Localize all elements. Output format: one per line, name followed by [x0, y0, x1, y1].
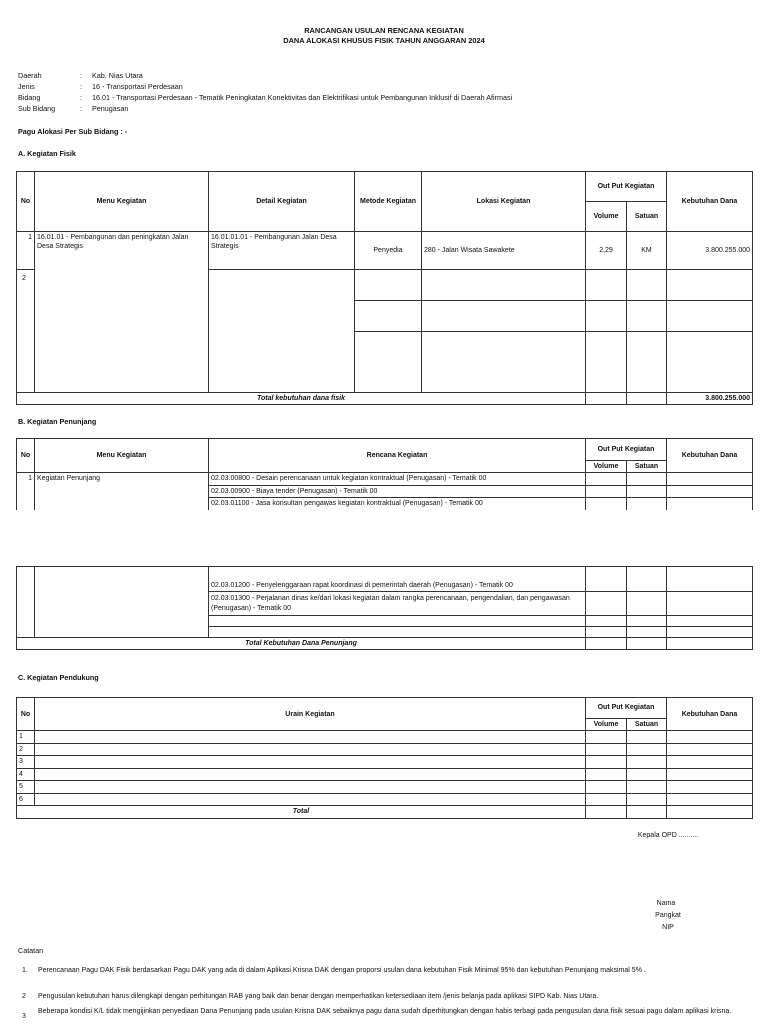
urain-cell [35, 756, 586, 768]
pagu-label: Pagu Alokasi Per Sub Bidang : - [18, 127, 128, 136]
dana-cell [667, 768, 753, 780]
dana-cell [667, 806, 753, 818]
meta-sep: : [80, 71, 82, 80]
col-menu: Menu Kegiatan [35, 172, 209, 232]
rencana-cell: 02.03.00800 - Desain perencanaan untuk kegiatan kontraktual (Penugasan) - Tematik 00 [209, 473, 586, 485]
volume-cell [586, 627, 627, 638]
note-number: 3 [22, 1013, 26, 1020]
signature-nama: Nama [656, 900, 676, 907]
section-a-label: A. Kegiatan Fisik [18, 149, 76, 158]
lokasi-cell [422, 270, 586, 301]
col-satuan: Satuan [627, 719, 667, 731]
col-urain: Urain Kegiatan [35, 698, 586, 731]
col-volume: Volume [586, 719, 627, 731]
rencana-cell: 02.03.01200 - Penyelenggaraan rapat koordinasi di pemerintah daerah (Penugasan) - Tematik 00 [209, 567, 586, 592]
row-no: 5 [17, 781, 35, 793]
meta-key: Daerah [18, 71, 42, 80]
note-item [22, 966, 752, 976]
satuan-cell [627, 627, 667, 638]
lokasi-cell [422, 332, 586, 393]
dana-cell [667, 627, 753, 638]
volume-cell [586, 781, 627, 793]
note-number: 2 [22, 993, 26, 1000]
row-no: 1 [17, 232, 35, 270]
col-lokasi: Lokasi Kegiatan [422, 172, 586, 232]
signature-pangkat: Pangkat [655, 912, 681, 919]
dana-cell [667, 731, 753, 743]
section-b-label: B. Kegiatan Penunjang [18, 417, 97, 426]
volume-cell [586, 485, 627, 497]
rencana-cell: 02.03.01100 - Jasa konsultan pengawas kegiatan kontraktual (Penugasan) - Tematik 00 [209, 498, 586, 510]
menu-cell [35, 567, 209, 638]
meta-sub-bidang [18, 104, 128, 113]
col-no: No [17, 439, 35, 473]
table-row [17, 756, 753, 768]
meta-bidang [18, 93, 512, 102]
dana-cell [667, 793, 753, 805]
col-no: No [17, 172, 35, 232]
meta-value: Penugasan [92, 104, 129, 113]
dana-cell [667, 616, 753, 627]
meta-value: 16 - Transportasi Perdesaan [92, 82, 183, 91]
volume-cell [586, 393, 627, 405]
meta-daerah [18, 71, 143, 80]
col-metode: Metode Kegiatan [355, 172, 422, 232]
satuan-cell [627, 768, 667, 780]
total-label: Total [17, 806, 586, 818]
row-no: 3 [17, 756, 35, 768]
dana-cell [667, 270, 753, 301]
col-detail: Detail Kegiatan [209, 172, 355, 232]
satuan-cell [627, 485, 667, 497]
menu-cell: 16.01.01 - Pembangunan dan peningkatan Jalan Desa Strategis [35, 232, 209, 393]
satuan-cell [627, 806, 667, 818]
dana-cell [667, 498, 753, 510]
col-dana: Kebutuhan Dana [667, 172, 753, 232]
col-volume: Volume [586, 202, 627, 232]
volume-cell: 2,29 [586, 232, 627, 270]
row-no: 1 [17, 731, 35, 743]
lokasi-cell [422, 301, 586, 332]
satuan-cell [627, 793, 667, 805]
volume-cell [586, 616, 627, 627]
satuan-cell [627, 393, 667, 405]
dana-cell [667, 301, 753, 332]
total-row [17, 393, 753, 405]
dana-cell [667, 638, 753, 650]
note-text: Beberapa kondisi K/L tidak mengijinkan penyediaan Dana Penunjang pada usulan Krisna DAK sebaiknya pagu dana sudah diperhitungkan dengan habis terbagi pada pengusulan dana fisik sesuai pagu dalam aplikasi krisna. [38, 1008, 732, 1015]
total-row [17, 806, 753, 818]
row-no: 4 [17, 768, 35, 780]
section-c-label: C. Kegiatan Pendukung [18, 673, 99, 682]
satuan-cell: KM [627, 232, 667, 270]
table-row [17, 232, 753, 270]
volume-cell [586, 793, 627, 805]
metode-cell: Penyedia [355, 232, 422, 270]
table-kegiatan-penunjang [16, 438, 753, 510]
total-value: 3.800.255.000 [667, 393, 753, 405]
metode-cell [355, 270, 422, 301]
table-row [17, 473, 753, 485]
volume-cell [586, 567, 627, 592]
row-no: 1 [17, 473, 35, 510]
col-output: Out Put Kegiatan [586, 439, 667, 461]
meta-sep: : [80, 104, 82, 113]
dana-cell [667, 332, 753, 393]
meta-jenis [18, 82, 183, 91]
rencana-cell [209, 627, 586, 638]
rencana-cell: 02.03.01300 - Perjalanan dinas ke/dari lokasi kegiatan dalam rangka perencanaan, pengendalian, dan pengawasan (Penugasan) - Tematik 00 [209, 592, 586, 616]
volume-cell [586, 473, 627, 485]
col-output: Out Put Kegiatan [586, 172, 667, 202]
metode-cell [355, 301, 422, 332]
lokasi-cell: 280 - Jalan Wisata Sawakete [422, 232, 586, 270]
volume-cell [586, 270, 627, 301]
satuan-cell [627, 731, 667, 743]
volume-cell [586, 592, 627, 616]
note-number: 1. [22, 967, 28, 974]
dana-cell: 3.800.255.000 [667, 232, 753, 270]
dana-cell [667, 743, 753, 755]
satuan-cell [627, 301, 667, 332]
row-no: 6 [17, 793, 35, 805]
meta-value: 16.01 - Transportasi Perdesaan - Tematik Peningkatan Konektivitas dan Elektrifikasi untuk Pembangunan Inklusif di Daerah Afirmasi [92, 93, 513, 102]
rencana-cell: 02.03.00900 - Biaya tender (Penugasan) - Tematik 00 [209, 485, 586, 497]
signature-nip: NIP [662, 924, 674, 931]
table-row [17, 781, 753, 793]
satuan-cell [627, 473, 667, 485]
dana-cell [667, 756, 753, 768]
col-menu: Menu Kegiatan [35, 439, 209, 473]
table-row [17, 743, 753, 755]
meta-key: Jenis [18, 82, 35, 91]
satuan-cell [627, 756, 667, 768]
dana-cell [667, 781, 753, 793]
dana-cell [667, 473, 753, 485]
col-satuan: Satuan [627, 461, 667, 473]
row-no [17, 567, 35, 638]
row-no: 2 [17, 270, 35, 393]
note-text: Perencanaan Pagu DAK Fisik berdasarkan Pagu DAK yang ada di dalam Aplikasi Krisna DAK dengan proporsi usulan dana kebutuhan Fisik Minimal 95% dan kebutuhan Penunjang maksimal 5% . [38, 967, 646, 974]
urain-cell [35, 781, 586, 793]
meta-value: Kab. Nias Utara [92, 71, 143, 80]
note-item [22, 1007, 752, 1024]
volume-cell [586, 731, 627, 743]
meta-key: Sub Bidang [18, 104, 56, 113]
satuan-cell [627, 616, 667, 627]
table-kegiatan-pendukung [16, 697, 753, 819]
satuan-cell [627, 270, 667, 301]
col-no: No [17, 698, 35, 731]
menu-cell: Kegiatan Penunjang [35, 473, 209, 510]
urain-cell [35, 731, 586, 743]
row-no: 2 [17, 743, 35, 755]
urain-cell [35, 768, 586, 780]
volume-cell [586, 743, 627, 755]
satuan-cell [627, 498, 667, 510]
rencana-cell [209, 616, 586, 627]
signature-title: Kepala OPD .......... [637, 832, 699, 839]
satuan-cell [627, 781, 667, 793]
volume-cell [586, 806, 627, 818]
table-row [17, 731, 753, 743]
meta-sep: : [80, 93, 82, 102]
table-kegiatan-penunjang-continued [16, 566, 753, 650]
meta-sep: : [80, 82, 82, 91]
urain-cell [35, 793, 586, 805]
table-row [17, 793, 753, 805]
dana-cell [667, 592, 753, 616]
dana-cell [667, 485, 753, 497]
notes-heading: Catatan [18, 946, 44, 955]
volume-cell [586, 301, 627, 332]
satuan-cell [627, 592, 667, 616]
col-output: Out Put Kegiatan [586, 698, 667, 719]
detail-cell: 16.01.01.01 - Pembangunan Jalan Desa Strategis [209, 232, 355, 270]
table-kegiatan-fisik [16, 171, 753, 405]
volume-cell [586, 756, 627, 768]
metode-cell [355, 332, 422, 393]
col-dana: Kebutuhan Dana [667, 698, 753, 731]
volume-cell [586, 332, 627, 393]
satuan-cell [627, 332, 667, 393]
detail-cell [209, 270, 355, 393]
total-label: Total Kebutuhan Dana Penunjang [17, 638, 586, 650]
table-row [17, 768, 753, 780]
satuan-cell [627, 638, 667, 650]
col-volume: Volume [586, 461, 627, 473]
volume-cell [586, 638, 627, 650]
table-row [17, 567, 753, 592]
satuan-cell [627, 743, 667, 755]
note-item [22, 992, 752, 1002]
satuan-cell [627, 567, 667, 592]
col-dana: Kebutuhan Dana [667, 439, 753, 473]
doc-title-line2: DANA ALOKASI KHUSUS FISIK TAHUN ANGGARAN 2024 [283, 36, 485, 45]
doc-title-line1: RANCANGAN USULAN RENCANA KEGIATAN [304, 26, 464, 35]
total-row [17, 638, 753, 650]
urain-cell [35, 743, 586, 755]
col-rencana: Rencana Kegiatan [209, 439, 586, 473]
total-label: Total kebutuhan dana fisik [17, 393, 586, 405]
volume-cell [586, 768, 627, 780]
note-text: Pengusulan kebutuhan harus dilengkapi dengan perhitungan RAB yang baik dan benar dengan memperhatikan ketersediaan item /jenis belanja pada aplikasi SIPD Kab. Nias Utara. [38, 993, 599, 1000]
col-satuan: Satuan [627, 202, 667, 232]
meta-key: Bidang [18, 93, 41, 102]
dana-cell [667, 567, 753, 592]
volume-cell [586, 498, 627, 510]
